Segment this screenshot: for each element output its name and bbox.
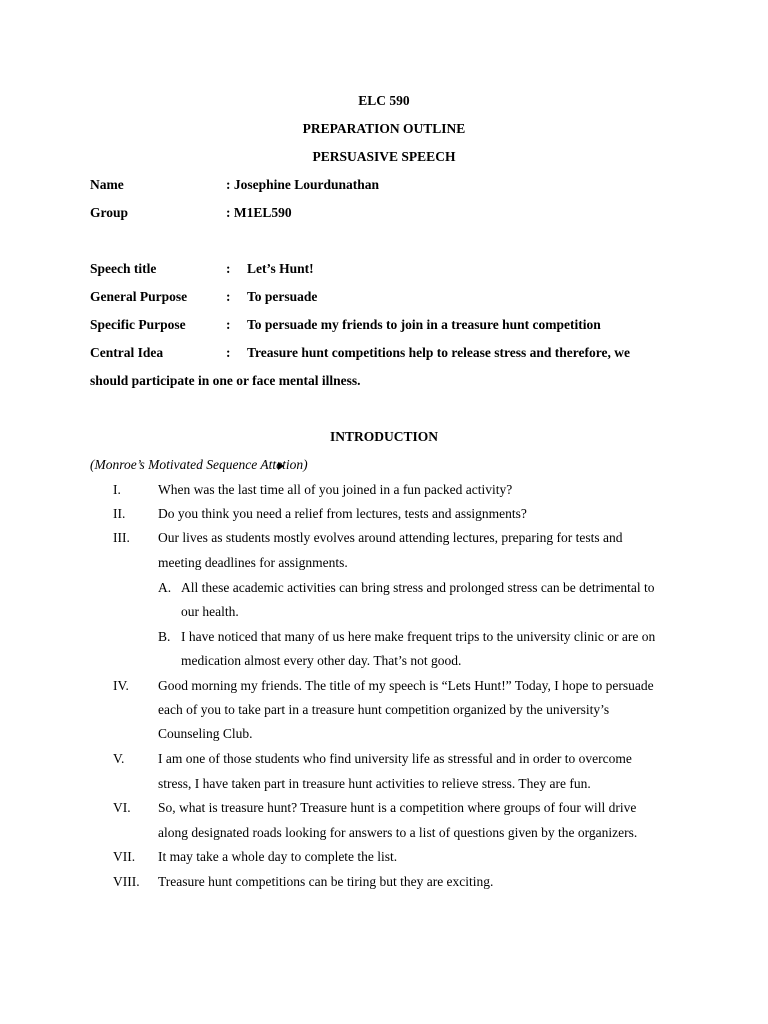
detail-value: To persuade — [247, 289, 318, 304]
name-row — [90, 177, 690, 195]
outline-number: I. — [113, 482, 121, 497]
document-subtitle: PERSUASIVE SPEECH — [312, 149, 456, 164]
outline-line: Good morning my friends. The title of my speech is “Lets Hunt!” Today, I hope to persuade — [158, 678, 654, 693]
outline-number: III. — [113, 530, 130, 545]
central-idea-continued: should participate in one or face mental illness. — [90, 373, 361, 388]
outline-line: All these academic activities can bring stress and prolonged stress can be detrimental to — [181, 580, 655, 595]
detail-value: Let’s Hunt! — [247, 261, 314, 276]
outline-line: So, what is treasure hunt? Treasure hunt is a competition where groups of four will drive — [158, 800, 637, 815]
group-row — [90, 205, 690, 223]
outline-line: medication almost every other day. That’s not good. — [181, 653, 462, 668]
name-label: Name — [90, 177, 124, 192]
outline-line: each of you to take part in a treasure hunt competition organized by the university’s — [158, 702, 610, 717]
outline-number: VI. — [113, 800, 131, 815]
outline-line: When was the last time all of you joined in a fun packed activity? — [158, 482, 513, 497]
group-value: : M1EL590 — [226, 205, 292, 220]
outline-number: V. — [113, 751, 125, 766]
outline-line: Counseling Club. — [158, 726, 253, 741]
group-label: Group — [90, 205, 129, 220]
outline-number: A. — [158, 580, 172, 595]
monroe-note-end: tion) — [282, 457, 308, 472]
course-code: ELC 590 — [358, 93, 410, 108]
specific-purpose-row — [90, 317, 690, 335]
speech-title-row — [90, 261, 690, 279]
detail-label: Central Idea — [90, 345, 164, 360]
detail-value: Treasure hunt competitions help to release stress and therefore, we — [247, 345, 630, 360]
detail-colon: : — [226, 317, 231, 332]
central-idea-row — [90, 345, 690, 363]
detail-value: To persuade my friends to join in a treasure hunt competition — [247, 317, 601, 332]
outline-line: Do you think you need a relief from lectures, tests and assignments? — [158, 506, 527, 521]
detail-colon: : — [226, 289, 231, 304]
name-value: : Josephine Lourdunathan — [226, 177, 380, 192]
outline-line: I have noticed that many of us here make frequent trips to the university clinic or are on — [181, 629, 656, 644]
outline-line: Our lives as students mostly evolves around attending lectures, preparing for tests and — [158, 530, 623, 545]
outline-line: It may take a whole day to complete the list. — [158, 849, 398, 864]
monroe-note-start: (Monroe’s Motivated Sequence Atte — [90, 457, 283, 472]
outline-line: stress, I have taken part in treasure hunt activities to relieve stress. They are fun. — [158, 776, 591, 791]
outline-line: Treasure hunt competitions can be tiring but they are exciting. — [158, 874, 494, 889]
introduction-heading: INTRODUCTION — [329, 429, 438, 444]
outline-line: along designated roads looking for answers to a list of questions given by the organizers. — [158, 825, 638, 840]
detail-label: General Purpose — [90, 289, 188, 304]
detail-colon: : — [226, 261, 231, 276]
outline-line: I am one of those students who find university life as stressful and in order to overcome — [158, 751, 632, 766]
outline-number: VIII. — [113, 874, 140, 889]
outline-number: IV. — [113, 678, 129, 693]
detail-colon: : — [226, 345, 231, 360]
detail-label: Specific Purpose — [90, 317, 186, 332]
detail-label: Speech title — [90, 261, 157, 276]
general-purpose-row — [90, 289, 690, 307]
outline-number: VII. — [113, 849, 136, 864]
outline-number: B. — [158, 629, 171, 644]
outline-line: meeting deadlines for assignments. — [158, 555, 348, 570]
outline-number: II. — [113, 506, 126, 521]
monroe-note — [90, 457, 308, 473]
outline-line: our health. — [181, 604, 239, 619]
document-title: PREPARATION OUTLINE — [302, 121, 466, 136]
